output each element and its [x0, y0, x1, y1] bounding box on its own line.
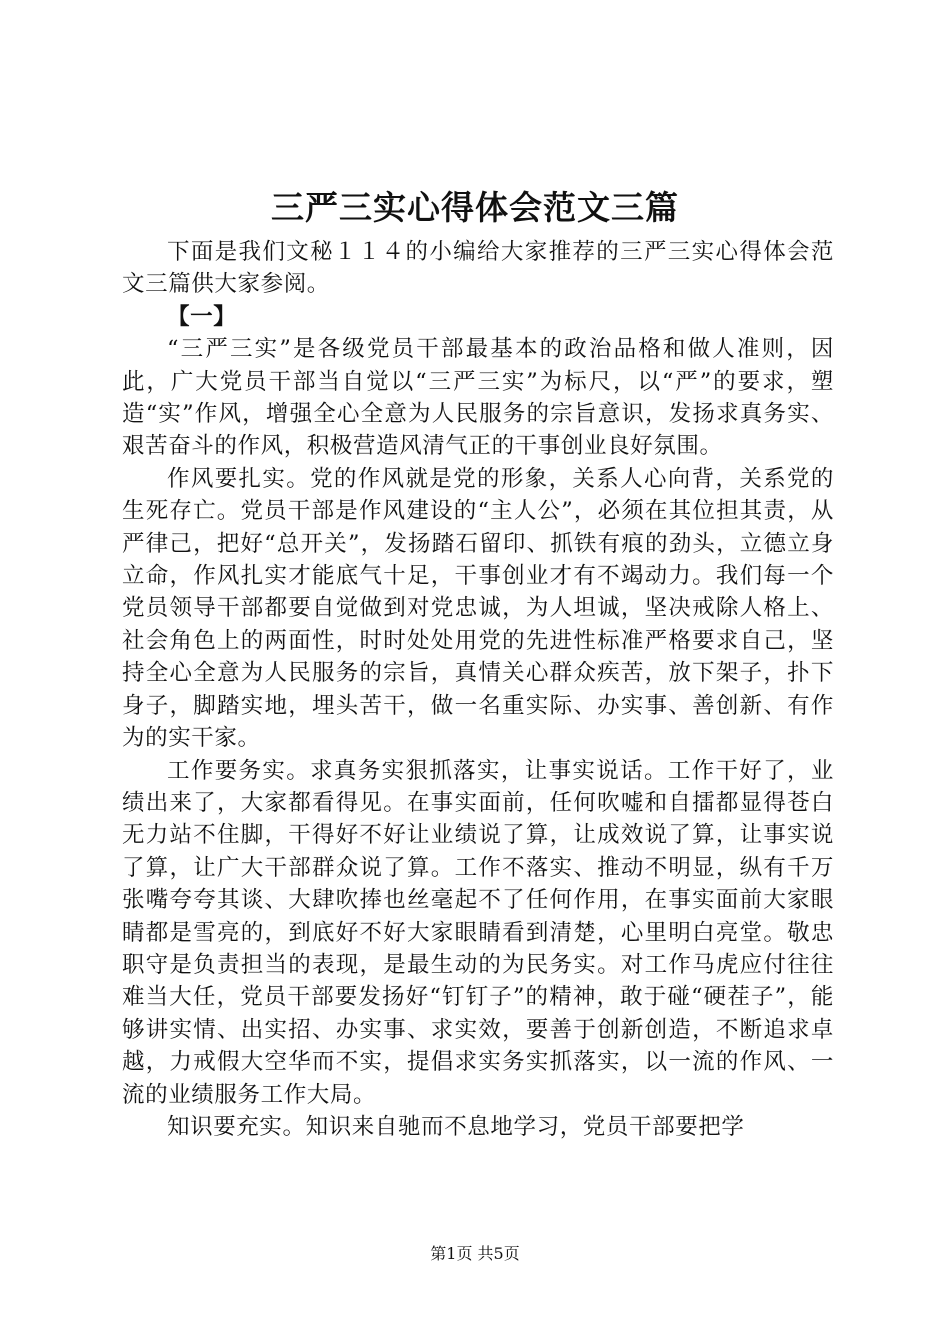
- intro-paragraph: 下面是我们文秘１１４的小编给大家推荐的三严三实心得体会范文三篇供大家参阅。: [122, 239, 834, 298]
- body-paragraph: 知识要充实。知识来自驰而不息地学习，党员干部要把学: [167, 1113, 745, 1140]
- section-heading: 【一】: [167, 303, 237, 330]
- body-paragraph: 工作要务实。求真务实狠抓落实，让事实说话。工作干好了，业绩出来了，大家都看得见。在事实面前，任何吹嘘和自擂都显得苍白无力站不住脚，干得好不好让业绩说了算，让成效说了算，让事实说了算，让广大干部群众说了算。工作不落实、推动不明显，纵有千万张嘴夸夸其谈、大肆吹捧也丝毫起不了任何作用，在事实面前大家眼睛都是雪亮的，到底好不好大家眼睛看到清楚，心里明白亮堂。敬忠职守是负责担当的表现，是最生动的为民务实。对工作马虎应付往往难当大任，党员干部要发扬好“钉钉子”的精神，敢于碰“硬茬子”，能够讲实情、出实招、办实事、求实效，要善于创新创造，不断追求卓越，力戒假大空华而不实，提倡求实务实抓落实，以一流的作风、一流的业绩服务工作大局。: [122, 757, 834, 1108]
- page-number-footer: 第1页 共5页: [430, 1244, 520, 1263]
- body-paragraph: 作风要扎实。党的作风就是党的形象，关系人心向背，关系党的生死存亡。党员干部是作风建设的“主人公”，必须在其位担其责，从严律己，把好“总开关”，发扬踏石留印、抓铁有痕的劲头，立德立身立命，作风扎实才能底气十足，干事创业才有不竭动力。我们每一个党员领导干部都要自觉做到对党忠诚，为人坦诚，坚决戒除人格上、社会角色上的两面性，时时处处用党的先进性标准严格要求自己，坚持全心全意为人民服务的宗旨，真情关心群众疾苦，放下架子，扑下身子，脚踏实地，埋头苦干，做一名重实际、办实事、善创新、有作为的实干家。: [122, 465, 834, 752]
- body-paragraph: “三严三实”是各级党员干部最基本的政治品格和做人准则，因此，广大党员干部当自觉以“三严三实”为标尺，以“严”的要求，塑造“实”作风，增强全心全意为人民服务的宗旨意识，发扬求真务实、艰苦奋斗的作风，积极营造风清气正的干事创业良好氛围。: [122, 336, 834, 460]
- document-title: 三严三实心得体会范文三篇: [271, 188, 679, 227]
- document-body: [122, 236, 834, 1143]
